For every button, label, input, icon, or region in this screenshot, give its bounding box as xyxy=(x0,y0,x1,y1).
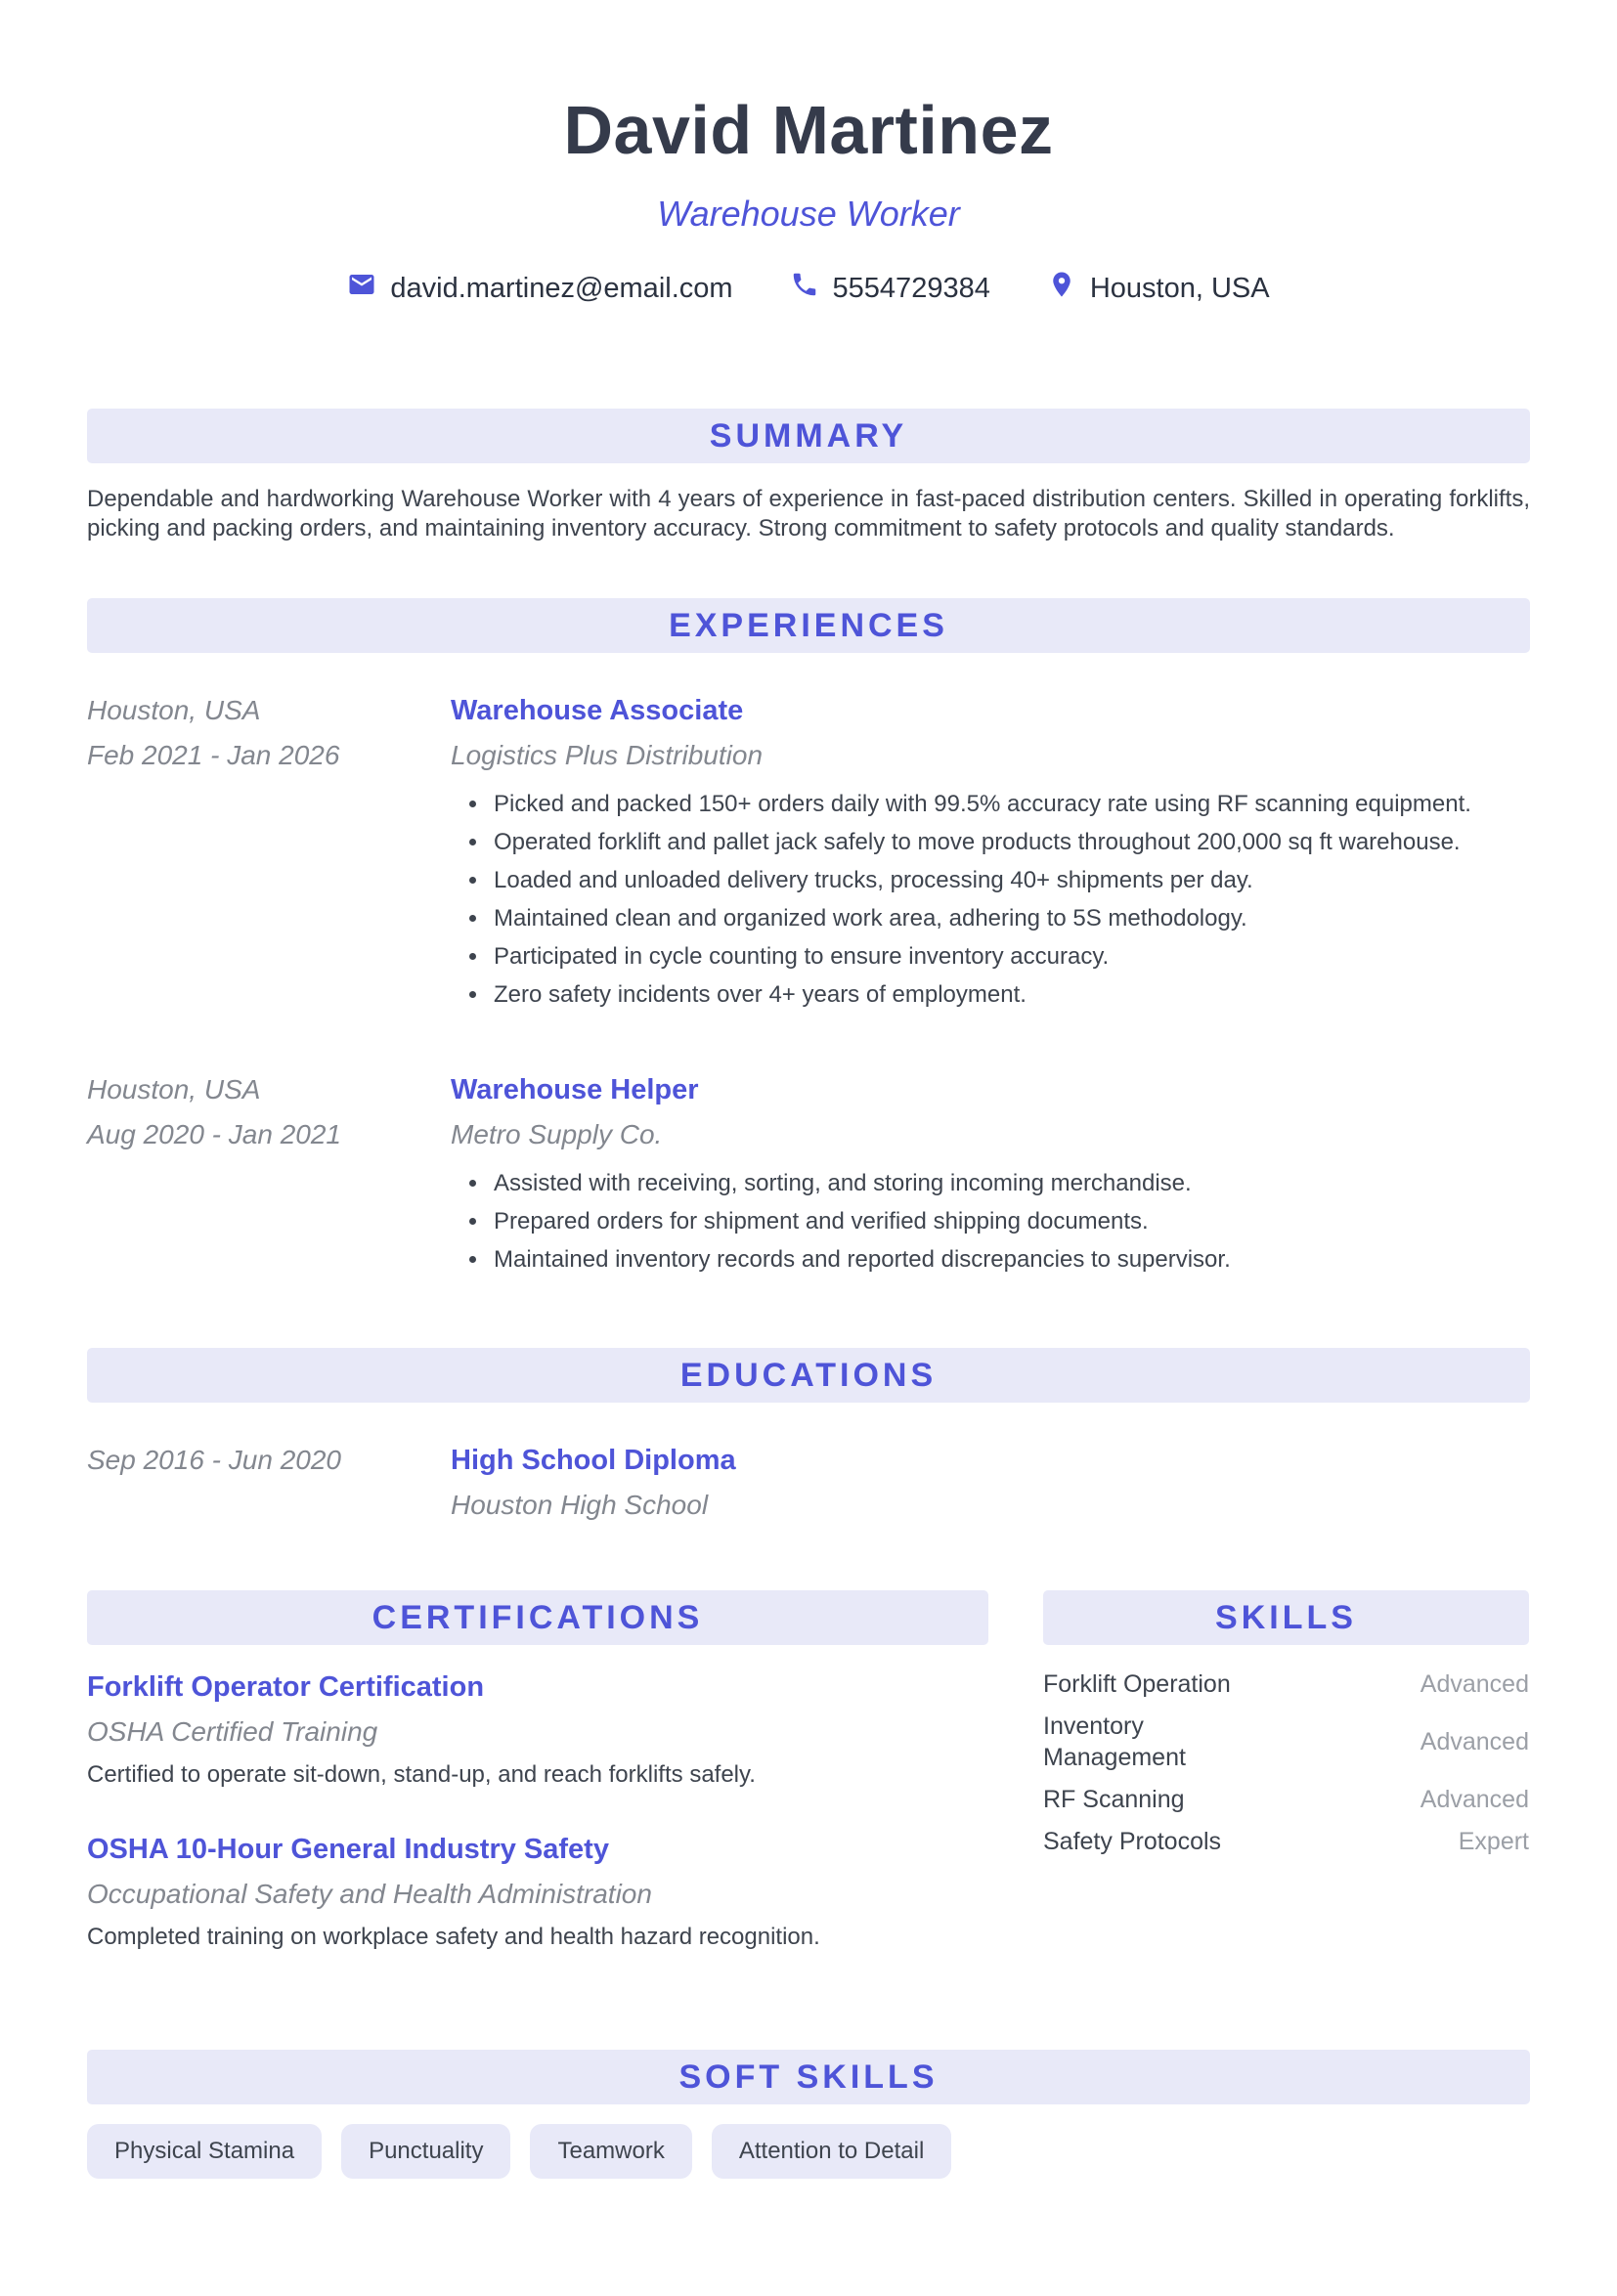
certifications-skills-row xyxy=(87,1590,1530,1952)
bullet-item: • Maintained clean and organized work area, adhering to 5S methodology. xyxy=(490,904,1530,933)
bullet-item: • Loaded and unloaded delivery trucks, processing 40+ shipments per day. xyxy=(490,866,1530,895)
summary-section-header xyxy=(87,409,1530,463)
certification-issuer: OSHA Certified Training xyxy=(87,1716,378,1747)
experience-bullet-list xyxy=(451,790,1530,1010)
contact-row xyxy=(87,270,1530,307)
certification-description: Certified to operate sit-down, stand-up, and reach forklifts safely. xyxy=(87,1761,756,1788)
experience-location: Houston, USA xyxy=(87,1074,261,1105)
candidate-name: David Martinez xyxy=(563,92,1054,168)
experience-company: Metro Supply Co. xyxy=(451,1119,663,1149)
envelope-icon xyxy=(347,270,376,307)
skill-level: Advanced xyxy=(1420,1669,1529,1698)
soft-skills-heading: SOFT SKILLS xyxy=(678,2058,939,2096)
experience-meta xyxy=(87,694,451,1018)
skill-level: Expert xyxy=(1458,1827,1529,1855)
experience-details xyxy=(451,1073,1530,1283)
skill-row xyxy=(1043,1668,1529,1700)
summary-text: Dependable and hardworking Warehouse Worker with 4 years of experience in fast-paced distribution centers. Skilled in operating forklifts, picking and packing orders, and maintaining inventory accuracy. Strong commitment to safety protocols and quality standards. xyxy=(87,486,1530,542)
experience-job-title: Warehouse Helper xyxy=(451,1074,699,1105)
bullet-item: • Participated in cycle counting to ensure inventory accuracy. xyxy=(490,942,1530,972)
bullet-item: • Assisted with receiving, sorting, and storing incoming merchandise. xyxy=(490,1169,1530,1198)
skill-name: Inventory Management xyxy=(1043,1712,1186,1771)
certification-description: Completed training on workplace safety and health hazard recognition. xyxy=(87,1924,820,1950)
certification-entry xyxy=(87,1833,988,1952)
summary-heading: SUMMARY xyxy=(709,416,908,455)
bullet-item: • Operated forklift and pallet jack safely to move products throughout 200,000 sq ft warehouse. xyxy=(490,828,1530,857)
skills-heading: SKILLS xyxy=(1215,1598,1357,1636)
bullet-item: • Maintained inventory records and reported discrepancies to supervisor. xyxy=(490,1245,1530,1275)
skill-level: Advanced xyxy=(1420,1727,1529,1755)
phone-icon xyxy=(790,270,819,307)
experience-bullet-list xyxy=(451,1169,1530,1275)
experience-details xyxy=(451,694,1530,1018)
skill-row xyxy=(1043,1826,1529,1857)
education-school: Houston High School xyxy=(451,1490,709,1520)
experience-job-title: Warehouse Associate xyxy=(451,695,744,726)
skill-name: Forklift Operation xyxy=(1043,1670,1231,1698)
experience-entry xyxy=(87,694,1530,1018)
experience-dates: Aug 2020 - Jan 2021 xyxy=(87,1119,341,1149)
map-pin-icon xyxy=(1047,270,1076,307)
soft-skill-tag: Teamwork xyxy=(530,2124,691,2179)
experience-location: Houston, USA xyxy=(87,695,261,725)
education-degree: High School Diploma xyxy=(451,1445,736,1476)
skills-section-header xyxy=(1043,1590,1529,1645)
certification-entry xyxy=(87,1670,988,1790)
certification-title: OSHA 10-Hour General Industry Safety xyxy=(87,1834,609,1865)
soft-skill-tag: Physical Stamina xyxy=(87,2124,322,2179)
education-details xyxy=(451,1444,1530,1522)
skills-list xyxy=(1043,1668,1529,1857)
experience-company: Logistics Plus Distribution xyxy=(451,740,764,770)
certification-issuer: Occupational Safety and Health Administration xyxy=(87,1879,652,1909)
bullet-item: • Picked and packed 150+ orders daily with 99.5% accuracy rate using RF scanning equipment. xyxy=(490,790,1530,819)
contact-location-text: Houston, USA xyxy=(1089,272,1270,304)
soft-skill-tags xyxy=(87,2124,1530,2179)
contact-phone-text: 5554729384 xyxy=(832,272,990,304)
contact-location xyxy=(1047,270,1270,307)
education-meta xyxy=(87,1444,451,1522)
experience-entry xyxy=(87,1073,1530,1283)
contact-email-text: david.martinez@email.com xyxy=(390,272,733,304)
bullet-item: • Prepared orders for shipment and verified shipping documents. xyxy=(490,1207,1530,1236)
soft-skill-tag: Attention to Detail xyxy=(712,2124,951,2179)
contact-email xyxy=(347,270,732,307)
skill-row xyxy=(1043,1711,1529,1773)
experiences-heading: EXPERIENCES xyxy=(669,606,948,644)
soft-skill-tag: Punctuality xyxy=(341,2124,510,2179)
education-entry xyxy=(87,1444,1530,1522)
soft-skills-section-header xyxy=(87,2050,1530,2104)
certification-title: Forklift Operator Certification xyxy=(87,1671,485,1703)
skill-name: Safety Protocols xyxy=(1043,1828,1222,1855)
certifications-column xyxy=(87,1590,988,1952)
certifications-heading: CERTIFICATIONS xyxy=(371,1598,704,1636)
contact-phone xyxy=(790,270,990,307)
certifications-section-header xyxy=(87,1590,988,1645)
educations-section-header xyxy=(87,1348,1530,1403)
skill-row xyxy=(1043,1784,1529,1815)
education-dates: Sep 2016 - Jun 2020 xyxy=(87,1445,341,1475)
educations-heading: EDUCATIONS xyxy=(679,1356,938,1394)
bullet-item: • Zero safety incidents over 4+ years of employment. xyxy=(490,980,1530,1010)
skills-column xyxy=(1043,1590,1529,1868)
skill-level: Advanced xyxy=(1420,1785,1529,1813)
experiences-section-header xyxy=(87,598,1530,653)
candidate-job-title: Warehouse Worker xyxy=(657,194,960,234)
skill-name: RF Scanning xyxy=(1043,1786,1185,1813)
experience-meta xyxy=(87,1073,451,1283)
resume-header xyxy=(87,92,1530,307)
experience-dates: Feb 2021 - Jan 2026 xyxy=(87,740,340,770)
